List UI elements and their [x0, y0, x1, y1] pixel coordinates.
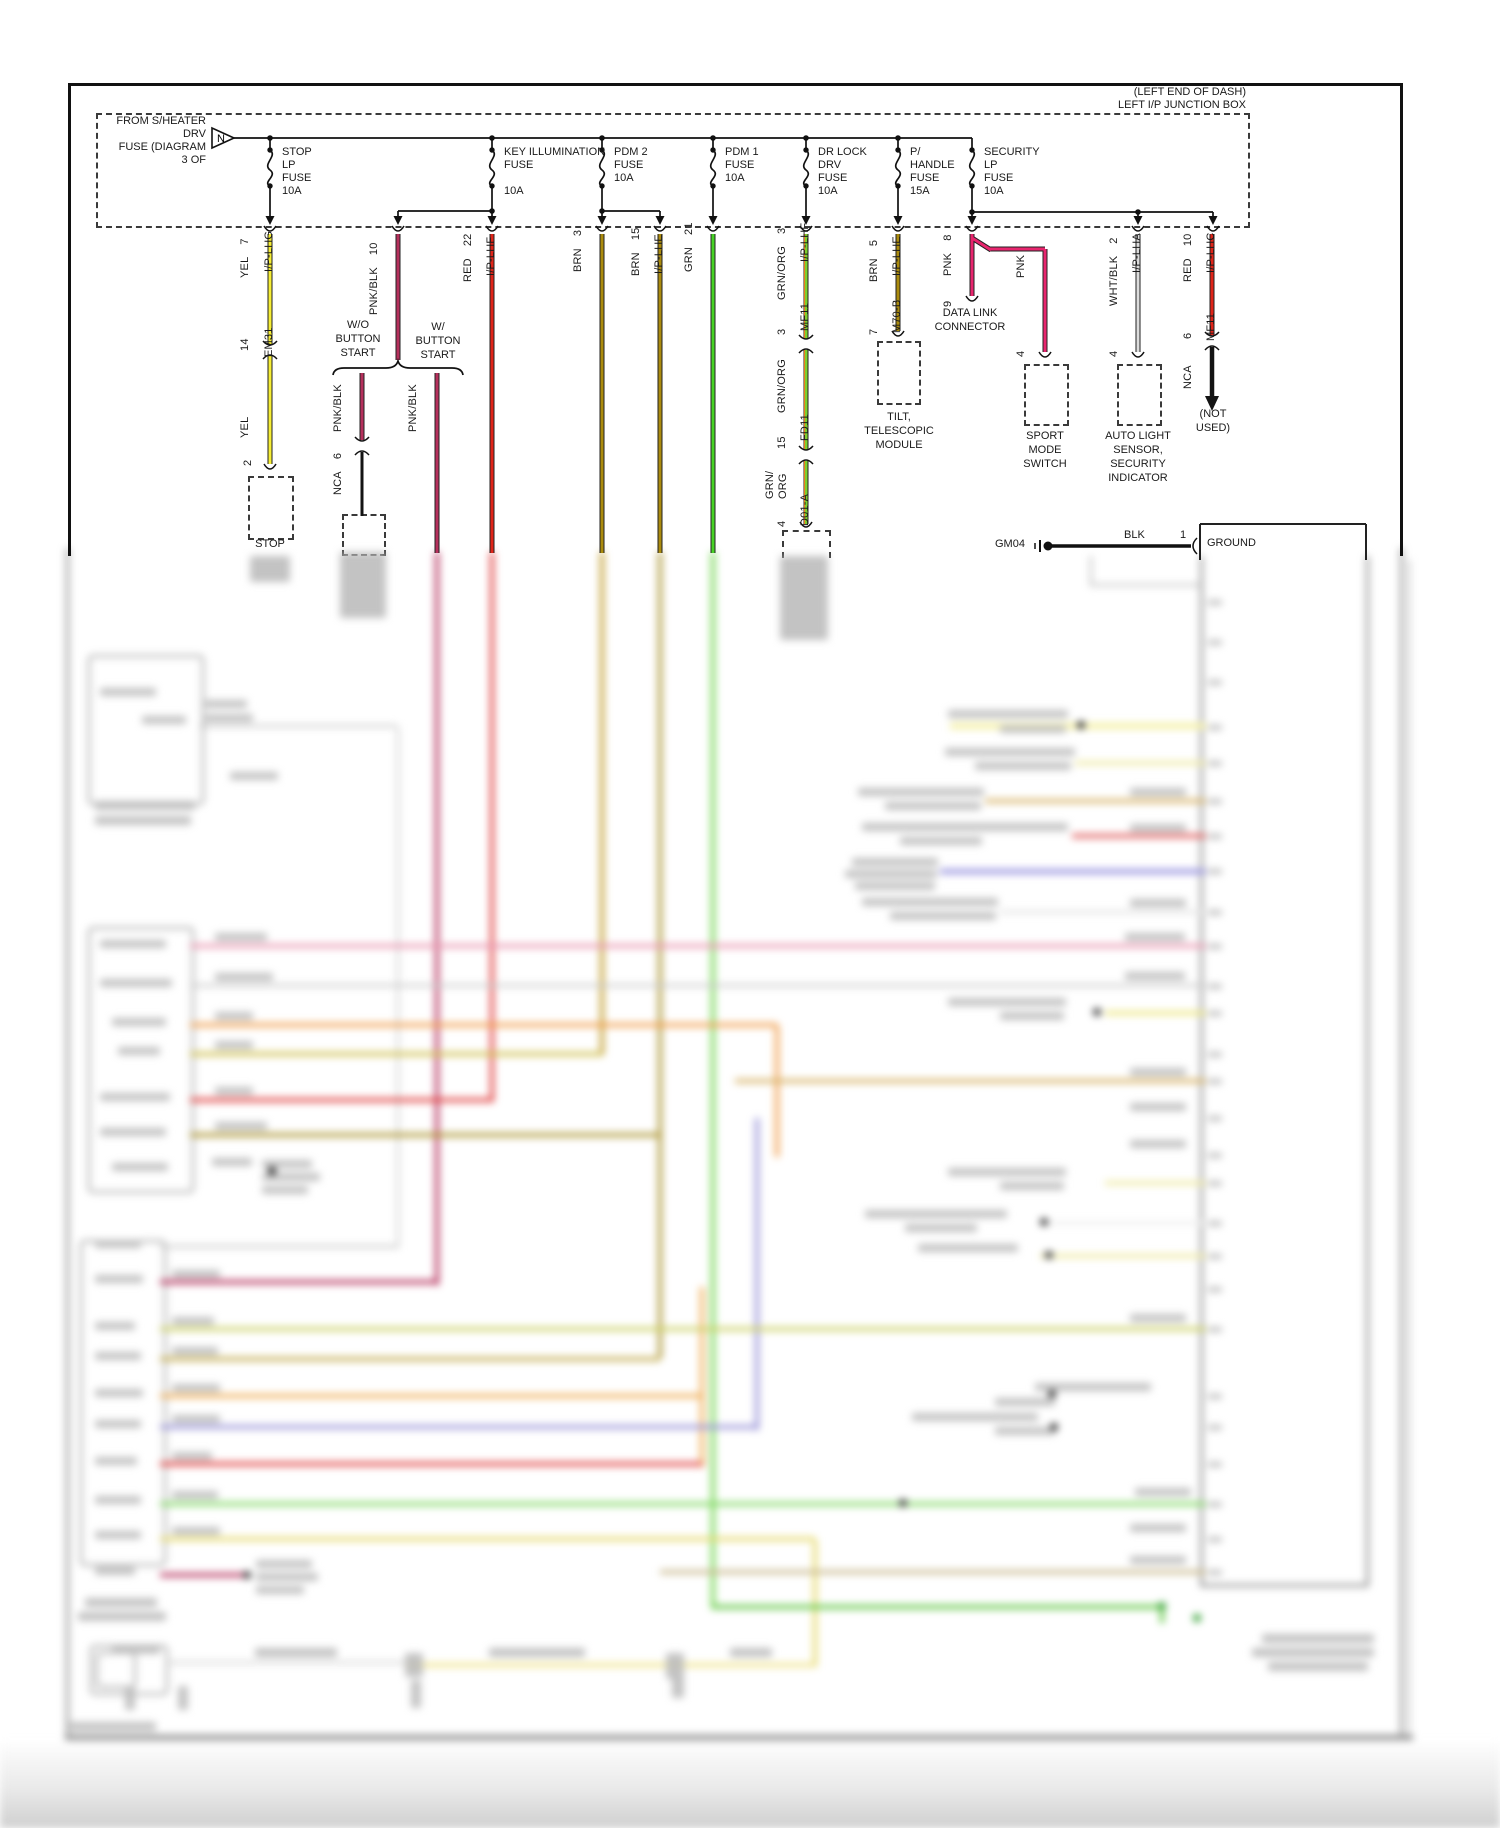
blur-text-blob [125, 1686, 135, 1710]
blur-text-blob [672, 1678, 684, 1698]
harness-label-brn15: I/P-LHE [653, 234, 665, 274]
blur-text-blob [918, 1244, 1018, 1252]
blur-wire [190, 1098, 492, 1102]
blur-wire [1105, 1011, 1206, 1015]
blur-text-blob [1130, 899, 1186, 907]
blur-junction-dot [899, 1499, 907, 1507]
blur-text-blob [118, 1047, 160, 1055]
blur-text-blob [112, 1646, 160, 1654]
conn-pin-fd11: 15 [776, 436, 788, 449]
blur-wire [1040, 1221, 1206, 1225]
conn-pin-mf11: 3 [776, 328, 788, 335]
blur-pin-mark [1208, 834, 1222, 839]
source-feed-label: FROM S/HEATER DRV FUSE (DIAGRAM 3 OF [116, 115, 206, 166]
blur-wire [165, 1661, 407, 1664]
pin-stop-2: 2 [242, 459, 254, 466]
blur-text-blob [405, 1653, 423, 1677]
blur-wire [490, 552, 494, 1102]
blur-wire [700, 1287, 704, 1467]
blur-text-blob [1130, 1524, 1186, 1532]
caption-wo-button-start: W/O BUTTON START [335, 319, 381, 359]
blur-wire [160, 1280, 437, 1284]
blur-pin-mark [1208, 640, 1222, 645]
blur-wire [190, 1023, 777, 1027]
blur-pin-mark [1208, 1221, 1222, 1226]
blur-text-blob [852, 858, 938, 866]
blur-pin-mark [1208, 1537, 1222, 1542]
blur-wire [190, 984, 1206, 987]
blur-text-blob [85, 1598, 157, 1607]
blur-text-blob [912, 1413, 1038, 1421]
blur-line [66, 548, 69, 1738]
blur-junction-dot [268, 1167, 276, 1175]
source-tag: N [217, 133, 225, 145]
blur-text-blob [178, 1686, 188, 1710]
blur-text-blob [862, 823, 1068, 831]
blur-text-blob [256, 1560, 312, 1568]
wire-label-pnk-branch: PNK [1015, 254, 1027, 278]
conn-pin-em31: 14 [239, 338, 251, 351]
blur-wire [735, 1079, 1206, 1083]
blur-text-blob [890, 912, 996, 920]
blur-pin-mark [1208, 1181, 1222, 1186]
wire-label-grn-low: GRN/ [764, 470, 776, 499]
blur-pin-mark [1208, 1079, 1222, 1084]
wire-label-grnorg: GRN/ORG3 [776, 227, 788, 300]
pin-d01a-4: 4 [776, 520, 788, 527]
blur-text-blob [948, 1168, 1066, 1176]
wire-label-red22: RED22 [462, 233, 474, 282]
caption-tilt-module: TILT, TELESCOPIC MODULE [864, 411, 934, 451]
wire-label-pnk8: PNK8 [942, 234, 954, 276]
blur-text-blob [95, 1420, 141, 1428]
outer-border-right [1400, 83, 1403, 556]
blur-text-blob [905, 1224, 977, 1232]
blur-text-blob [172, 1347, 218, 1355]
wire-label-yel-lower: YEL [239, 416, 251, 438]
note-line2: LEFT I/P JUNCTION BOX [1118, 99, 1246, 111]
blur-wire [985, 799, 1206, 803]
blur-text-blob [95, 1322, 135, 1330]
blur-text-blob [1125, 972, 1185, 980]
blur-text-blob [1130, 1314, 1186, 1322]
blur-text-blob [95, 1496, 141, 1504]
harness-label-red10: I/P-LHC [1205, 232, 1217, 273]
blur-pin-mark [1208, 1254, 1222, 1259]
blur-text-blob [865, 1210, 1007, 1218]
pin-dlc-9: 9 [942, 300, 954, 307]
blur-pin-mark [1208, 1425, 1222, 1430]
blur-pin-mark [1208, 1394, 1222, 1399]
blur-wire [405, 1663, 815, 1667]
blur-pin-mark [1208, 1462, 1222, 1467]
conn-label-d01a: D01-A [799, 493, 811, 526]
blur-text-blob [995, 1398, 1055, 1406]
blur-wire [160, 1425, 757, 1429]
wire-label-red10: RED10 [1182, 233, 1194, 282]
blur-pin-mark [1208, 1052, 1222, 1057]
blur-text-blob [256, 1586, 304, 1594]
blur-junction-dot [1040, 1218, 1048, 1226]
blur-text-blob [1000, 725, 1066, 733]
page-bottom-band [0, 1742, 1500, 1828]
blur-text-blob [112, 1163, 168, 1171]
caption-w-button-start: W/ BUTTON START [415, 321, 461, 361]
blur-text-blob [1130, 788, 1186, 796]
wire-label-brn5: BRN5 [868, 239, 880, 282]
harness-label-yel: I/P-LHG [263, 230, 275, 272]
blur-text-blob [1130, 1068, 1186, 1076]
fuse-label-stop: STOP LP FUSE 10A [282, 146, 312, 197]
wire-nca-not-used [1205, 347, 1219, 411]
blur-wire [160, 1357, 660, 1361]
blur-text-blob [95, 1567, 135, 1575]
conn-label-mf11-2: MF11 [1205, 312, 1217, 341]
conn-label-m70b: M70-B [891, 299, 903, 333]
blur-text-blob [95, 816, 191, 825]
conn-label-mf11: MF11 [799, 302, 811, 331]
wire-label-brn3: BRN3 [572, 229, 584, 272]
blur-line [1400, 548, 1403, 1738]
blur-junction-dot [243, 1571, 251, 1579]
blur-text-blob [95, 1389, 143, 1397]
blur-line [1408, 560, 1410, 1738]
caption-stop: STOP [255, 538, 285, 550]
blur-text-blob [100, 688, 156, 696]
blur-text-blob [215, 1012, 253, 1020]
blur-text-blob [1000, 1182, 1064, 1190]
pin-sport-4: 4 [1015, 350, 1027, 357]
blur-junction-dot [1045, 1251, 1053, 1259]
blur-text-blob [78, 1612, 166, 1621]
blur-wire [711, 552, 715, 1609]
location-note [1028, 86, 1246, 112]
blur-text-blob [172, 1317, 214, 1325]
blur-text-blob [1130, 824, 1186, 832]
blur-pin-mark [1208, 944, 1222, 949]
blur-text-blob [230, 772, 278, 780]
blur-wire [190, 944, 1206, 948]
blur-text-blob [1130, 1140, 1186, 1148]
fuse-label-security: SECURITY LP FUSE 10A [984, 146, 1040, 197]
blur-text-blob [975, 762, 1071, 770]
blur-text-blob [172, 1452, 212, 1460]
blur-pin-mark [1208, 725, 1222, 730]
blur-text-blob [172, 1491, 218, 1499]
blur-wire [660, 1570, 1206, 1574]
wire-label-grnorg-mid: GRN/ORG [776, 359, 788, 413]
blur-pin-mark [1208, 1153, 1222, 1158]
blur-line [1200, 556, 1203, 1586]
branch-brace [333, 361, 463, 375]
blur-text-blob [948, 998, 1066, 1006]
blur-wire [160, 1502, 1206, 1506]
caption-dlc: DATA LINK CONNECTOR [934, 307, 1006, 333]
harness-label-red22: I/P-LHF [485, 236, 497, 276]
blur-text-blob [1130, 1556, 1186, 1564]
wire-label-brn15: BRN15 [630, 227, 642, 276]
blur-text-blob [1252, 1648, 1374, 1657]
blur-text-blob [1125, 933, 1185, 941]
blur-text-blob [95, 1275, 143, 1283]
blur-wire [1040, 1254, 1206, 1258]
harness-label-brn5: I/P-LHE [891, 236, 903, 276]
blur-text-blob [885, 802, 981, 810]
fuse-label-p-handle: P/ HANDLE FUSE 15A [910, 146, 955, 197]
blur-wire [1105, 1181, 1206, 1185]
blur-text-blob [255, 1648, 337, 1657]
blur-wire [755, 1118, 759, 1430]
blur-text-blob [858, 788, 984, 796]
blur-junction-dot [1193, 1614, 1201, 1622]
blur-pin-mark [1208, 1327, 1222, 1332]
source-feed-triangle [212, 128, 234, 148]
blur-text-blob [948, 710, 1068, 718]
blur-wire [190, 1052, 602, 1056]
wire-brn3 [602, 234, 660, 553]
blur-pin-mark [1208, 1502, 1222, 1507]
pin-autolight-4: 4 [1108, 350, 1120, 357]
blur-text-blob [666, 1653, 684, 1679]
blur-component-box [88, 927, 194, 1193]
blur-text-blob [862, 898, 998, 906]
blur-wire [160, 1462, 702, 1466]
blur-text-blob [172, 1527, 220, 1535]
ground-wire-color: BLK [1124, 529, 1145, 541]
blur-pin-mark [1208, 1570, 1222, 1575]
wire-label-pnkblk: PNK/BLK10 [368, 242, 380, 315]
wire-label-nca-nu: NCA [1182, 365, 1194, 389]
wire-label-whtblk: WHT/BLK2 [1108, 237, 1120, 306]
harness-label-whtblk: I/P-LHA [1131, 233, 1143, 273]
fuse-label-key-illum: KEY ILLUMINATION FUSE 10A [504, 146, 606, 197]
blur-text-blob [945, 748, 1075, 756]
wire-label-nca: NCA6 [332, 452, 344, 495]
conn-label-em31: EM31 [263, 327, 275, 357]
blur-wire [658, 552, 662, 1358]
blur-text-blob [1135, 1488, 1191, 1496]
blur-junction-dot [1093, 1008, 1101, 1016]
blur-text-blob [95, 1457, 137, 1465]
conn-label-fd11: FD11 [799, 414, 811, 441]
blur-text-blob [1268, 1662, 1368, 1671]
fuse-label-dr-lock: DR LOCK DRV FUSE 10A [818, 146, 867, 197]
blur-line [200, 725, 397, 727]
blur-text-blob [142, 716, 186, 724]
wire-label-org-low: ORG [777, 473, 789, 499]
blur-text-blob [489, 1648, 585, 1657]
fuse-label-pdm2: PDM 2 FUSE 10A [614, 146, 648, 184]
blur-text-blob [845, 870, 937, 878]
pin-m70b-7: 7 [868, 328, 880, 335]
blur-wire [160, 1573, 248, 1577]
blur-junction-dot [1077, 721, 1085, 729]
blur-line [65, 1735, 1413, 1740]
blur-component-box [80, 1240, 166, 1566]
blur-component-box [88, 655, 204, 805]
blur-wire [775, 1025, 779, 1157]
wire-label-grn21: GRN21 [683, 222, 695, 272]
blur-pin-mark [1208, 984, 1222, 989]
blur-text-blob [100, 1093, 170, 1101]
blur-pin-mark [1208, 869, 1222, 874]
blur-text-blob [215, 1122, 267, 1130]
blur-text-blob [100, 979, 172, 987]
blur-junction-dot [1158, 1602, 1166, 1610]
blur-text-blob [730, 1648, 772, 1657]
ground-pin: 1 [1180, 529, 1187, 541]
blur-text-blob [900, 837, 982, 845]
blur-text-blob [172, 1270, 220, 1278]
wire-pnk [972, 234, 1045, 352]
blur-line [397, 727, 399, 1247]
blur-pin-mark [1208, 761, 1222, 766]
blur-wire [190, 1133, 660, 1137]
blur-wire [1075, 761, 1206, 765]
ground-label: GROUND [1207, 537, 1256, 549]
blur-text-blob [215, 1041, 253, 1049]
blur-text-blob [172, 1415, 220, 1423]
blur-line [1366, 556, 1369, 1586]
blur-text-blob [95, 801, 195, 810]
blur-text-blob [215, 933, 267, 941]
wire-label-pnkblk-wo: PNK/BLK [332, 384, 344, 432]
blur-wire [160, 1327, 1206, 1331]
blur-wire [160, 1537, 815, 1541]
blur-text-blob [1262, 1634, 1374, 1643]
fuse-bus [234, 138, 1213, 212]
blur-wire [713, 1605, 1162, 1609]
harness-label-grnorg: I/P-LHF [799, 222, 811, 262]
blur-pin-mark [1208, 799, 1222, 804]
blur-text-blob [100, 940, 166, 948]
conn-pin-mf11-6: 6 [1182, 332, 1194, 339]
blur-text-blob [100, 1128, 166, 1136]
blur-text-blob [212, 1158, 252, 1166]
blur-wire [435, 552, 439, 1285]
blur-pin-mark [1208, 1116, 1222, 1121]
outer-border-left [68, 83, 71, 556]
blur-text-blob [112, 1018, 166, 1026]
wire-label-yel: YEL7 [239, 238, 251, 278]
blur-text-blob [256, 1573, 318, 1581]
blur-text-blob [215, 973, 273, 981]
blur-text-blob [95, 1352, 141, 1360]
blur-text-blob [205, 714, 253, 722]
blur-junction-dot [1050, 1423, 1058, 1431]
ground-id: GM04 [995, 538, 1025, 550]
blur-line [1090, 584, 1202, 586]
blur-text-blob [1000, 1012, 1064, 1020]
blur-text-blob [172, 1384, 220, 1392]
blur-wire [940, 869, 1206, 874]
blur-pin-mark [1208, 1011, 1222, 1016]
blur-pin-mark [1208, 680, 1222, 685]
blur-wire [160, 1245, 399, 1248]
blur-text-blob [855, 882, 935, 890]
blur-junction-dot [1048, 1390, 1056, 1398]
blur-pin-mark [1208, 910, 1222, 915]
blur-text-blob [411, 1680, 421, 1708]
ground-node-symbol [1035, 538, 1197, 554]
wire-grnorg [805, 234, 807, 524]
blur-text-blob [95, 1531, 141, 1539]
blur-text-blob [205, 700, 247, 708]
blur-wire [813, 1540, 817, 1667]
blur-text-blob [70, 1722, 156, 1731]
blur-text-blob [262, 1186, 308, 1194]
blur-text-blob [995, 1427, 1055, 1435]
blur-wire [1000, 910, 1206, 914]
blur-component-box [96, 1652, 136, 1688]
wire-label-pnkblk-w: PNK/BLK [407, 384, 419, 432]
caption-not-used: (NOT USED) [1195, 408, 1231, 434]
blur-pin-mark [1208, 1287, 1222, 1292]
blur-text-blob [95, 1240, 141, 1248]
blur-text-blob [215, 1087, 253, 1095]
blur-wire [160, 1394, 702, 1398]
caption-sport-mode: SPORT MODE SWITCH [1023, 430, 1067, 470]
blur-pin-mark [1208, 600, 1222, 605]
blur-wire [1072, 834, 1206, 838]
note-line1: (LEFT END OF DASH) [1133, 86, 1246, 98]
caption-auto-light: AUTO LIGHT SENSOR, SECURITY INDICATOR [1105, 430, 1171, 484]
fuse-label-pdm1: PDM 1 FUSE 10A [725, 146, 759, 184]
blur-text-blob [1130, 1103, 1186, 1111]
blur-line [1200, 1584, 1368, 1587]
blur-wire [600, 552, 604, 1055]
